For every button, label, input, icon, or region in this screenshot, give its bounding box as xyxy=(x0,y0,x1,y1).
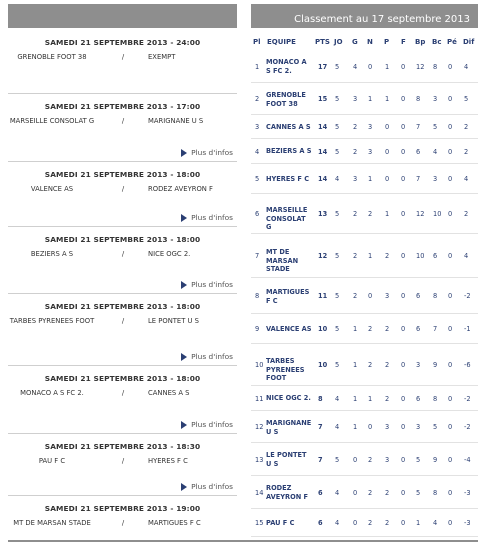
match-date: SAMEDI 21 SEPTEMBRE 2013 - 18:00 xyxy=(44,374,201,383)
home-team: TARBES PYRENEES FOOT xyxy=(9,317,95,325)
away-team: EXEMPT xyxy=(148,53,176,61)
dif-cell: -3 xyxy=(464,489,471,497)
col-p: P xyxy=(384,38,390,46)
g-cell: 0 xyxy=(353,456,358,464)
bc-cell: 9 xyxy=(433,456,438,464)
jo-cell: 4 xyxy=(335,489,340,497)
n-cell: 1 xyxy=(368,252,373,260)
col-bp: Bp xyxy=(415,38,426,46)
team-separator: / xyxy=(121,519,125,527)
standings-row xyxy=(251,509,478,537)
rank-cell: 10 xyxy=(255,361,264,369)
team-separator: / xyxy=(121,317,125,325)
dif-cell: 4 xyxy=(464,175,469,183)
rank-cell: 15 xyxy=(255,519,264,527)
play-triangle-icon xyxy=(181,483,187,491)
match-teams xyxy=(8,250,237,272)
match-teams xyxy=(8,519,237,541)
play-triangle-icon xyxy=(181,214,187,222)
matches-panel xyxy=(8,4,237,540)
standings-row xyxy=(251,194,478,234)
g-cell: 4 xyxy=(353,63,358,71)
play-triangle-icon xyxy=(181,149,187,157)
f-cell: 0 xyxy=(401,123,406,131)
p-cell: 1 xyxy=(385,210,390,218)
f-cell: 0 xyxy=(401,395,406,403)
jo-cell: 5 xyxy=(335,148,340,156)
col-f: F xyxy=(401,38,406,46)
bc-cell: 3 xyxy=(433,175,438,183)
f-cell: 0 xyxy=(401,95,406,103)
p-cell: 2 xyxy=(385,325,390,333)
f-cell: 0 xyxy=(401,325,406,333)
f-cell: 0 xyxy=(401,175,406,183)
n-cell: 1 xyxy=(368,175,373,183)
pe-cell: 0 xyxy=(448,148,453,156)
n-cell: 2 xyxy=(368,489,373,497)
away-team: LE PONTET U S xyxy=(148,317,199,325)
f-cell: 0 xyxy=(401,456,406,464)
jo-cell: 5 xyxy=(335,95,340,103)
pe-cell: 0 xyxy=(448,252,453,260)
f-cell: 0 xyxy=(401,292,406,300)
g-cell: 0 xyxy=(353,489,358,497)
n-cell: 2 xyxy=(368,325,373,333)
pts-cell: 15 xyxy=(318,95,328,103)
g-cell: 2 xyxy=(353,123,358,131)
f-cell: 0 xyxy=(401,489,406,497)
pe-cell: 0 xyxy=(448,123,453,131)
pts-cell: 8 xyxy=(318,395,323,403)
bp-cell: 8 xyxy=(416,95,421,103)
match-item xyxy=(8,161,237,226)
p-cell: 2 xyxy=(385,395,390,403)
standings-row xyxy=(251,83,478,115)
standings-row xyxy=(251,443,478,476)
dif-cell: -4 xyxy=(464,456,471,464)
p-cell: 2 xyxy=(385,361,390,369)
n-cell: 2 xyxy=(368,361,373,369)
g-cell: 3 xyxy=(353,95,358,103)
rank-cell: 5 xyxy=(255,175,260,183)
match-item xyxy=(8,93,237,161)
bp-cell: 3 xyxy=(416,423,421,431)
standings-row xyxy=(251,314,478,344)
f-cell: 0 xyxy=(401,63,406,71)
bc-cell: 8 xyxy=(433,489,438,497)
play-triangle-icon xyxy=(181,353,187,361)
team-name-cell[interactable]: NICE OGC 2. xyxy=(266,394,311,402)
bc-cell: 8 xyxy=(433,63,438,71)
away-team: MARTIGUES F C xyxy=(148,519,201,527)
dif-cell: 2 xyxy=(464,148,469,156)
n-cell: 1 xyxy=(368,395,373,403)
bc-cell: 9 xyxy=(433,361,438,369)
rank-cell: 2 xyxy=(255,95,260,103)
match-item xyxy=(8,226,237,293)
n-cell: 3 xyxy=(368,123,373,131)
match-teams xyxy=(8,117,237,139)
more-info-link[interactable] xyxy=(181,482,233,491)
dif-cell: -2 xyxy=(464,395,471,403)
pts-cell: 17 xyxy=(318,63,328,71)
match-date: SAMEDI 21 SEPTEMBRE 2013 - 24:00 xyxy=(44,38,201,47)
p-cell: 3 xyxy=(385,292,390,300)
pe-cell: 0 xyxy=(448,292,453,300)
pts-cell: 10 xyxy=(318,361,328,369)
p-cell: 0 xyxy=(385,148,390,156)
team-name-cell[interactable]: BEZIERS A S xyxy=(266,147,312,155)
match-date: SAMEDI 21 SEPTEMBRE 2013 - 18:00 xyxy=(44,302,201,311)
more-info-link[interactable] xyxy=(181,148,233,157)
jo-cell: 4 xyxy=(335,423,340,431)
match-item xyxy=(8,495,237,540)
standings-row xyxy=(251,476,478,509)
more-info-label: Plus d'infos xyxy=(191,420,233,429)
p-cell: 1 xyxy=(385,95,390,103)
bc-cell: 7 xyxy=(433,325,438,333)
dif-cell: -6 xyxy=(464,361,471,369)
match-date: SAMEDI 21 SEPTEMBRE 2013 - 19:00 xyxy=(44,504,201,513)
bp-cell: 5 xyxy=(416,456,421,464)
bc-cell: 3 xyxy=(433,95,438,103)
jo-cell: 5 xyxy=(335,361,340,369)
pe-cell: 0 xyxy=(448,519,453,527)
bc-cell: 8 xyxy=(433,292,438,300)
match-teams xyxy=(8,53,237,75)
jo-cell: 5 xyxy=(335,456,340,464)
pe-cell: 0 xyxy=(448,210,453,218)
jo-cell: 5 xyxy=(335,210,340,218)
g-cell: 2 xyxy=(353,252,358,260)
pts-cell: 6 xyxy=(318,519,323,527)
jo-cell: 5 xyxy=(335,292,340,300)
dif-cell: -1 xyxy=(464,325,471,333)
pe-cell: 0 xyxy=(448,175,453,183)
match-item xyxy=(8,433,237,495)
match-teams xyxy=(8,317,237,339)
n-cell: 3 xyxy=(368,148,373,156)
dif-cell: 2 xyxy=(464,210,469,218)
team-name-cell[interactable]: RODEZ AVEYRON F xyxy=(266,484,309,501)
standings-row xyxy=(251,50,478,83)
team-separator: / xyxy=(121,117,125,125)
home-team: MT DE MARSAN STADE xyxy=(13,519,91,527)
standings-row xyxy=(251,139,478,164)
match-date: SAMEDI 21 SEPTEMBRE 2013 - 18:00 xyxy=(44,170,201,179)
n-cell: 0 xyxy=(368,423,373,431)
jo-cell: 5 xyxy=(335,325,340,333)
more-info-label: Plus d'infos xyxy=(191,280,233,289)
n-cell: 2 xyxy=(368,519,373,527)
match-item xyxy=(8,365,237,433)
team-separator: / xyxy=(121,389,125,397)
p-cell: 2 xyxy=(385,519,390,527)
rank-cell: 1 xyxy=(255,63,260,71)
team-name-cell[interactable]: TARBES PYRENEES FOOT xyxy=(266,357,305,382)
bp-cell: 6 xyxy=(416,148,421,156)
pts-cell: 14 xyxy=(318,175,328,183)
col-bc: Bc xyxy=(432,38,442,46)
p-cell: 2 xyxy=(385,252,390,260)
match-teams xyxy=(8,185,237,207)
match-teams xyxy=(8,457,237,479)
n-cell: 2 xyxy=(368,456,373,464)
bp-cell: 12 xyxy=(416,63,425,71)
col-pts: PTS xyxy=(315,38,330,46)
more-info-label: Plus d'infos xyxy=(191,148,233,157)
bp-cell: 1 xyxy=(416,519,421,527)
pts-cell: 11 xyxy=(318,292,328,300)
pe-cell: 0 xyxy=(448,423,453,431)
more-info-link[interactable] xyxy=(181,213,233,222)
team-separator: / xyxy=(121,250,125,258)
p-cell: 2 xyxy=(385,489,390,497)
bc-cell: 4 xyxy=(433,519,438,527)
away-team: NICE OGC 2. xyxy=(148,250,191,258)
team-separator: / xyxy=(121,53,125,61)
home-team: BEZIERS A S xyxy=(30,250,74,258)
pe-cell: 0 xyxy=(448,489,453,497)
p-cell: 3 xyxy=(385,423,390,431)
bp-cell: 7 xyxy=(416,123,421,131)
g-cell: 0 xyxy=(353,519,358,527)
n-cell: 1 xyxy=(368,95,373,103)
bp-cell: 7 xyxy=(416,175,421,183)
bp-cell: 6 xyxy=(416,292,421,300)
rank-cell: 13 xyxy=(255,456,264,464)
pe-cell: 0 xyxy=(448,395,453,403)
p-cell: 3 xyxy=(385,456,390,464)
bp-cell: 6 xyxy=(416,325,421,333)
g-cell: 1 xyxy=(353,423,358,431)
pe-cell: 0 xyxy=(448,456,453,464)
p-cell: 0 xyxy=(385,175,390,183)
jo-cell: 5 xyxy=(335,252,340,260)
bc-cell: 4 xyxy=(433,148,438,156)
pts-cell: 14 xyxy=(318,123,328,131)
pe-cell: 0 xyxy=(448,63,453,71)
team-name-cell[interactable]: HYERES F C xyxy=(266,175,310,183)
team-name-cell[interactable]: CANNES A S xyxy=(266,123,311,131)
g-cell: 1 xyxy=(353,325,358,333)
f-cell: 0 xyxy=(401,210,406,218)
dif-cell: 4 xyxy=(464,63,469,71)
away-team: CANNES A S xyxy=(148,389,190,397)
standings-title: Classement au 17 septembre 2013 xyxy=(251,4,478,28)
f-cell: 0 xyxy=(401,423,406,431)
col-pl: Pl xyxy=(253,38,261,46)
pe-cell: 0 xyxy=(448,325,453,333)
p-cell: 0 xyxy=(385,123,390,131)
matches-header xyxy=(8,4,237,28)
rank-cell: 7 xyxy=(255,252,260,260)
jo-cell: 5 xyxy=(335,63,340,71)
rank-cell: 4 xyxy=(255,148,260,156)
away-team: MARIGNANE U S xyxy=(148,117,204,125)
team-name-cell[interactable]: MARSEILLE CONSOLAT G xyxy=(266,206,308,231)
home-team: GRENOBLE FOOT 38 xyxy=(17,53,87,61)
n-cell: 0 xyxy=(368,292,373,300)
bp-cell: 3 xyxy=(416,361,421,369)
g-cell: 2 xyxy=(353,292,358,300)
bc-cell: 6 xyxy=(433,252,438,260)
home-team: VALENCE AS xyxy=(30,185,74,193)
g-cell: 1 xyxy=(353,361,358,369)
rank-cell: 6 xyxy=(255,210,260,218)
rank-cell: 8 xyxy=(255,292,260,300)
dif-cell: 2 xyxy=(464,123,469,131)
team-name-cell[interactable]: VALENCE AS xyxy=(266,325,312,333)
dif-cell: -2 xyxy=(464,423,471,431)
match-date: SAMEDI 21 SEPTEMBRE 2013 - 17:00 xyxy=(44,102,201,111)
match-item xyxy=(8,30,237,93)
team-name-cell[interactable]: MONACO A S FC 2. xyxy=(266,58,307,75)
team-name-cell[interactable]: LE PONTET U S xyxy=(266,451,307,468)
n-cell: 2 xyxy=(368,210,373,218)
standings-row xyxy=(251,411,478,443)
home-team: MARSEILLE CONSOLAT G xyxy=(9,117,95,125)
g-cell: 2 xyxy=(353,210,358,218)
jo-cell: 4 xyxy=(335,395,340,403)
dif-cell: -3 xyxy=(464,519,471,527)
pts-cell: 7 xyxy=(318,456,323,464)
away-team: HYERES F C xyxy=(148,457,188,465)
pe-cell: 0 xyxy=(448,95,453,103)
team-name-cell[interactable]: MARIGNANE U S xyxy=(266,419,312,436)
col-jo: JO xyxy=(334,38,343,46)
pts-cell: 14 xyxy=(318,148,328,156)
more-info-link[interactable] xyxy=(181,420,233,429)
rank-cell: 12 xyxy=(255,423,264,431)
more-info-label: Plus d'infos xyxy=(191,482,233,491)
team-name-cell[interactable]: PAU F C xyxy=(266,519,295,527)
col-g: G xyxy=(352,38,358,46)
more-info-label: Plus d'infos xyxy=(191,352,233,361)
pe-cell: 0 xyxy=(448,361,453,369)
p-cell: 1 xyxy=(385,63,390,71)
team-name-cell[interactable]: MT DE MARSAN STADE xyxy=(266,248,299,273)
bc-cell: 8 xyxy=(433,395,438,403)
f-cell: 0 xyxy=(401,361,406,369)
more-info-label: Plus d'infos xyxy=(191,213,233,222)
g-cell: 2 xyxy=(353,148,358,156)
bp-cell: 6 xyxy=(416,395,421,403)
dif-cell: 5 xyxy=(464,95,469,103)
bc-cell: 5 xyxy=(433,423,438,431)
standings-row xyxy=(251,234,478,278)
bp-cell: 5 xyxy=(416,489,421,497)
f-cell: 0 xyxy=(401,519,406,527)
jo-cell: 5 xyxy=(335,123,340,131)
g-cell: 1 xyxy=(353,395,358,403)
standings-panel xyxy=(251,4,478,540)
jo-cell: 4 xyxy=(335,175,340,183)
pts-cell: 6 xyxy=(318,489,323,497)
standings-header-row xyxy=(251,28,478,50)
play-triangle-icon xyxy=(181,281,187,289)
rank-cell: 14 xyxy=(255,489,264,497)
team-separator: / xyxy=(121,457,125,465)
play-triangle-icon xyxy=(181,421,187,429)
col-pe: Pé xyxy=(447,38,457,46)
dif-cell: 4 xyxy=(464,252,469,260)
away-team: RODEZ AVEYRON F xyxy=(148,185,213,193)
f-cell: 0 xyxy=(401,148,406,156)
standings-row xyxy=(251,164,478,194)
col-equipe: EQUIPE xyxy=(267,38,296,46)
more-info-link[interactable] xyxy=(181,280,233,289)
pts-cell: 7 xyxy=(318,423,323,431)
pts-cell: 10 xyxy=(318,325,328,333)
match-date: SAMEDI 21 SEPTEMBRE 2013 - 18:30 xyxy=(44,442,201,451)
home-team: PAU F C xyxy=(38,457,66,465)
bp-cell: 10 xyxy=(416,252,425,260)
standings-row xyxy=(251,278,478,314)
jo-cell: 4 xyxy=(335,519,340,527)
g-cell: 3 xyxy=(353,175,358,183)
pts-cell: 12 xyxy=(318,252,328,260)
standings-row xyxy=(251,115,478,139)
pts-cell: 13 xyxy=(318,210,328,218)
bp-cell: 12 xyxy=(416,210,425,218)
match-teams xyxy=(8,389,237,411)
n-cell: 0 xyxy=(368,63,373,71)
team-name-cell[interactable]: MARTIGUES F C xyxy=(266,288,310,305)
col-n: N xyxy=(367,38,373,46)
f-cell: 0 xyxy=(401,252,406,260)
col-dif: Dif xyxy=(463,38,475,46)
more-info-link[interactable] xyxy=(181,352,233,361)
bottom-divider xyxy=(8,540,478,542)
match-date: SAMEDI 21 SEPTEMBRE 2013 - 18:00 xyxy=(44,235,201,244)
standings-row xyxy=(251,344,478,386)
home-team: MONACO A S FC 2. xyxy=(20,389,84,397)
rank-cell: 11 xyxy=(255,395,264,403)
dif-cell: -2 xyxy=(464,292,471,300)
team-separator: / xyxy=(121,185,125,193)
standings-row xyxy=(251,386,478,411)
rank-cell: 3 xyxy=(255,123,260,131)
rank-cell: 9 xyxy=(255,325,260,333)
bc-cell: 10 xyxy=(433,210,442,218)
bc-cell: 5 xyxy=(433,123,438,131)
team-name-cell[interactable]: GRENOBLE FOOT 38 xyxy=(266,91,306,108)
match-item xyxy=(8,293,237,365)
